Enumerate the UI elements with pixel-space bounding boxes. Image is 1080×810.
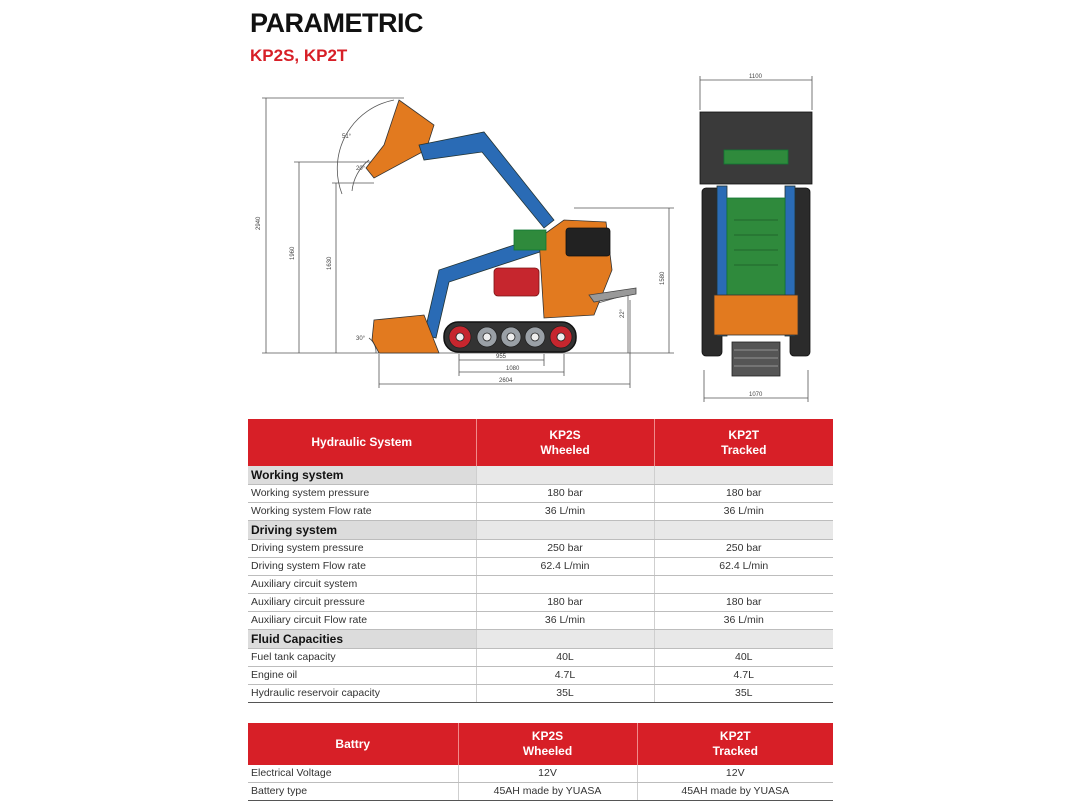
value-cell-kp2s: 36 L/min (476, 503, 654, 521)
row-label: Auxiliary circuit Flow rate (248, 612, 476, 630)
dim-label: 1080 (506, 366, 520, 372)
value-cell-kp2t (654, 576, 833, 594)
value-cell-kp2t: 180 bar (654, 594, 833, 612)
value-cell-kp2s: 250 bar (476, 540, 654, 558)
section-row (248, 466, 833, 485)
value-cell-kp2s: 45AH made by YUASA (458, 783, 637, 801)
value-cell-kp2t: 250 bar (654, 540, 833, 558)
table-row (248, 612, 833, 630)
value-cell-kp2t (654, 521, 833, 540)
value-cell-kp2t: 4.7L (654, 667, 833, 685)
front-chassis (714, 295, 798, 335)
page-title: PARAMETRIC (250, 8, 423, 38)
value-cell-kp2s (476, 576, 654, 594)
table-row (248, 667, 833, 685)
header-cell-kp2s: KP2S Wheeled (476, 419, 654, 466)
radiator-grille (514, 230, 546, 250)
front-frame-green (724, 150, 788, 164)
table-row (248, 485, 833, 503)
table-header-row (248, 723, 833, 765)
dim-label: 20° (356, 166, 366, 172)
value-cell-kp2s: 40L (476, 649, 654, 667)
table-row (248, 765, 833, 783)
track-wheels (449, 326, 572, 348)
table-row (248, 558, 833, 576)
dim-label: 1960 (290, 246, 296, 260)
table-row (248, 594, 833, 612)
value-cell-kp2s (476, 521, 654, 540)
section-row (248, 521, 833, 540)
battery-spec-table (248, 723, 833, 801)
dim-label: 22° (620, 308, 626, 318)
row-label: Working system pressure (248, 485, 476, 503)
section-label: Working system (248, 466, 476, 485)
value-cell-kp2s: 180 bar (476, 594, 654, 612)
row-label: Battery type (248, 783, 458, 801)
raised-bucket (366, 100, 434, 178)
table-row (248, 685, 833, 703)
dim-label: 2604 (499, 378, 513, 384)
value-cell-kp2t (654, 466, 833, 485)
front-view-drawing (700, 74, 812, 402)
table-row (248, 649, 833, 667)
header-cell-kp2t: KP2T Tracked (654, 419, 833, 466)
value-cell-kp2s (476, 466, 654, 485)
row-label: Auxiliary circuit system (248, 576, 476, 594)
row-label: Working system Flow rate (248, 503, 476, 521)
value-cell-kp2s: 62.4 L/min (476, 558, 654, 576)
table-header-row (248, 419, 833, 466)
section-label: Driving system (248, 521, 476, 540)
row-label: Driving system pressure (248, 540, 476, 558)
row-label: Hydraulic reservoir capacity (248, 685, 476, 703)
front-body (727, 198, 785, 298)
front-bucket (700, 112, 812, 184)
table-row (248, 783, 833, 801)
dim-label: 51° (342, 134, 352, 140)
dim-label: 1630 (327, 256, 333, 270)
row-label: Fuel tank capacity (248, 649, 476, 667)
section-row (248, 630, 833, 649)
row-label: Electrical Voltage (248, 765, 458, 783)
value-cell-kp2s: 4.7L (476, 667, 654, 685)
value-cell-kp2t: 35L (654, 685, 833, 703)
side-view-drawing (256, 98, 674, 388)
raised-boom-arm (419, 132, 554, 228)
value-cell-kp2t: 36 L/min (654, 612, 833, 630)
row-label: Driving system Flow rate (248, 558, 476, 576)
value-cell-kp2t: 62.4 L/min (654, 558, 833, 576)
front-step (732, 342, 780, 376)
value-cell-kp2s: 35L (476, 685, 654, 703)
row-label: Auxiliary circuit pressure (248, 594, 476, 612)
value-cell-kp2t: 36 L/min (654, 503, 833, 521)
value-cell-kp2s (476, 630, 654, 649)
dim-label: 2940 (256, 216, 262, 230)
value-cell-kp2t: 45AH made by YUASA (637, 783, 833, 801)
value-cell-kp2s: 180 bar (476, 485, 654, 503)
header-cell-battery: Battry (248, 723, 458, 765)
engine-cover (566, 228, 610, 256)
table-row (248, 503, 833, 521)
dim-label: 1070 (749, 392, 763, 398)
value-cell-kp2t: 12V (637, 765, 833, 783)
header-cell-system: Hydraulic System (248, 419, 476, 466)
model-subtitle: KP2S, KP2T (250, 46, 348, 65)
value-cell-kp2t (654, 630, 833, 649)
value-cell-kp2s: 36 L/min (476, 612, 654, 630)
table-row (248, 540, 833, 558)
section-label: Fluid Capacities (248, 630, 476, 649)
header-cell-kp2t: KP2T Tracked (637, 723, 833, 765)
header-cell-kp2s: KP2S Wheeled (458, 723, 637, 765)
dim-label: 955 (496, 354, 507, 360)
row-label: Engine oil (248, 667, 476, 685)
hydraulic-spec-table (248, 419, 833, 703)
counterweight (494, 268, 539, 296)
value-cell-kp2s: 12V (458, 765, 637, 783)
value-cell-kp2t: 180 bar (654, 485, 833, 503)
dim-label: 1580 (660, 271, 666, 285)
table-row (248, 576, 833, 594)
dim-label: 1100 (749, 74, 762, 80)
machine-dimension-diagram (244, 70, 824, 405)
dim-label: 30° (356, 336, 366, 342)
value-cell-kp2t: 40L (654, 649, 833, 667)
